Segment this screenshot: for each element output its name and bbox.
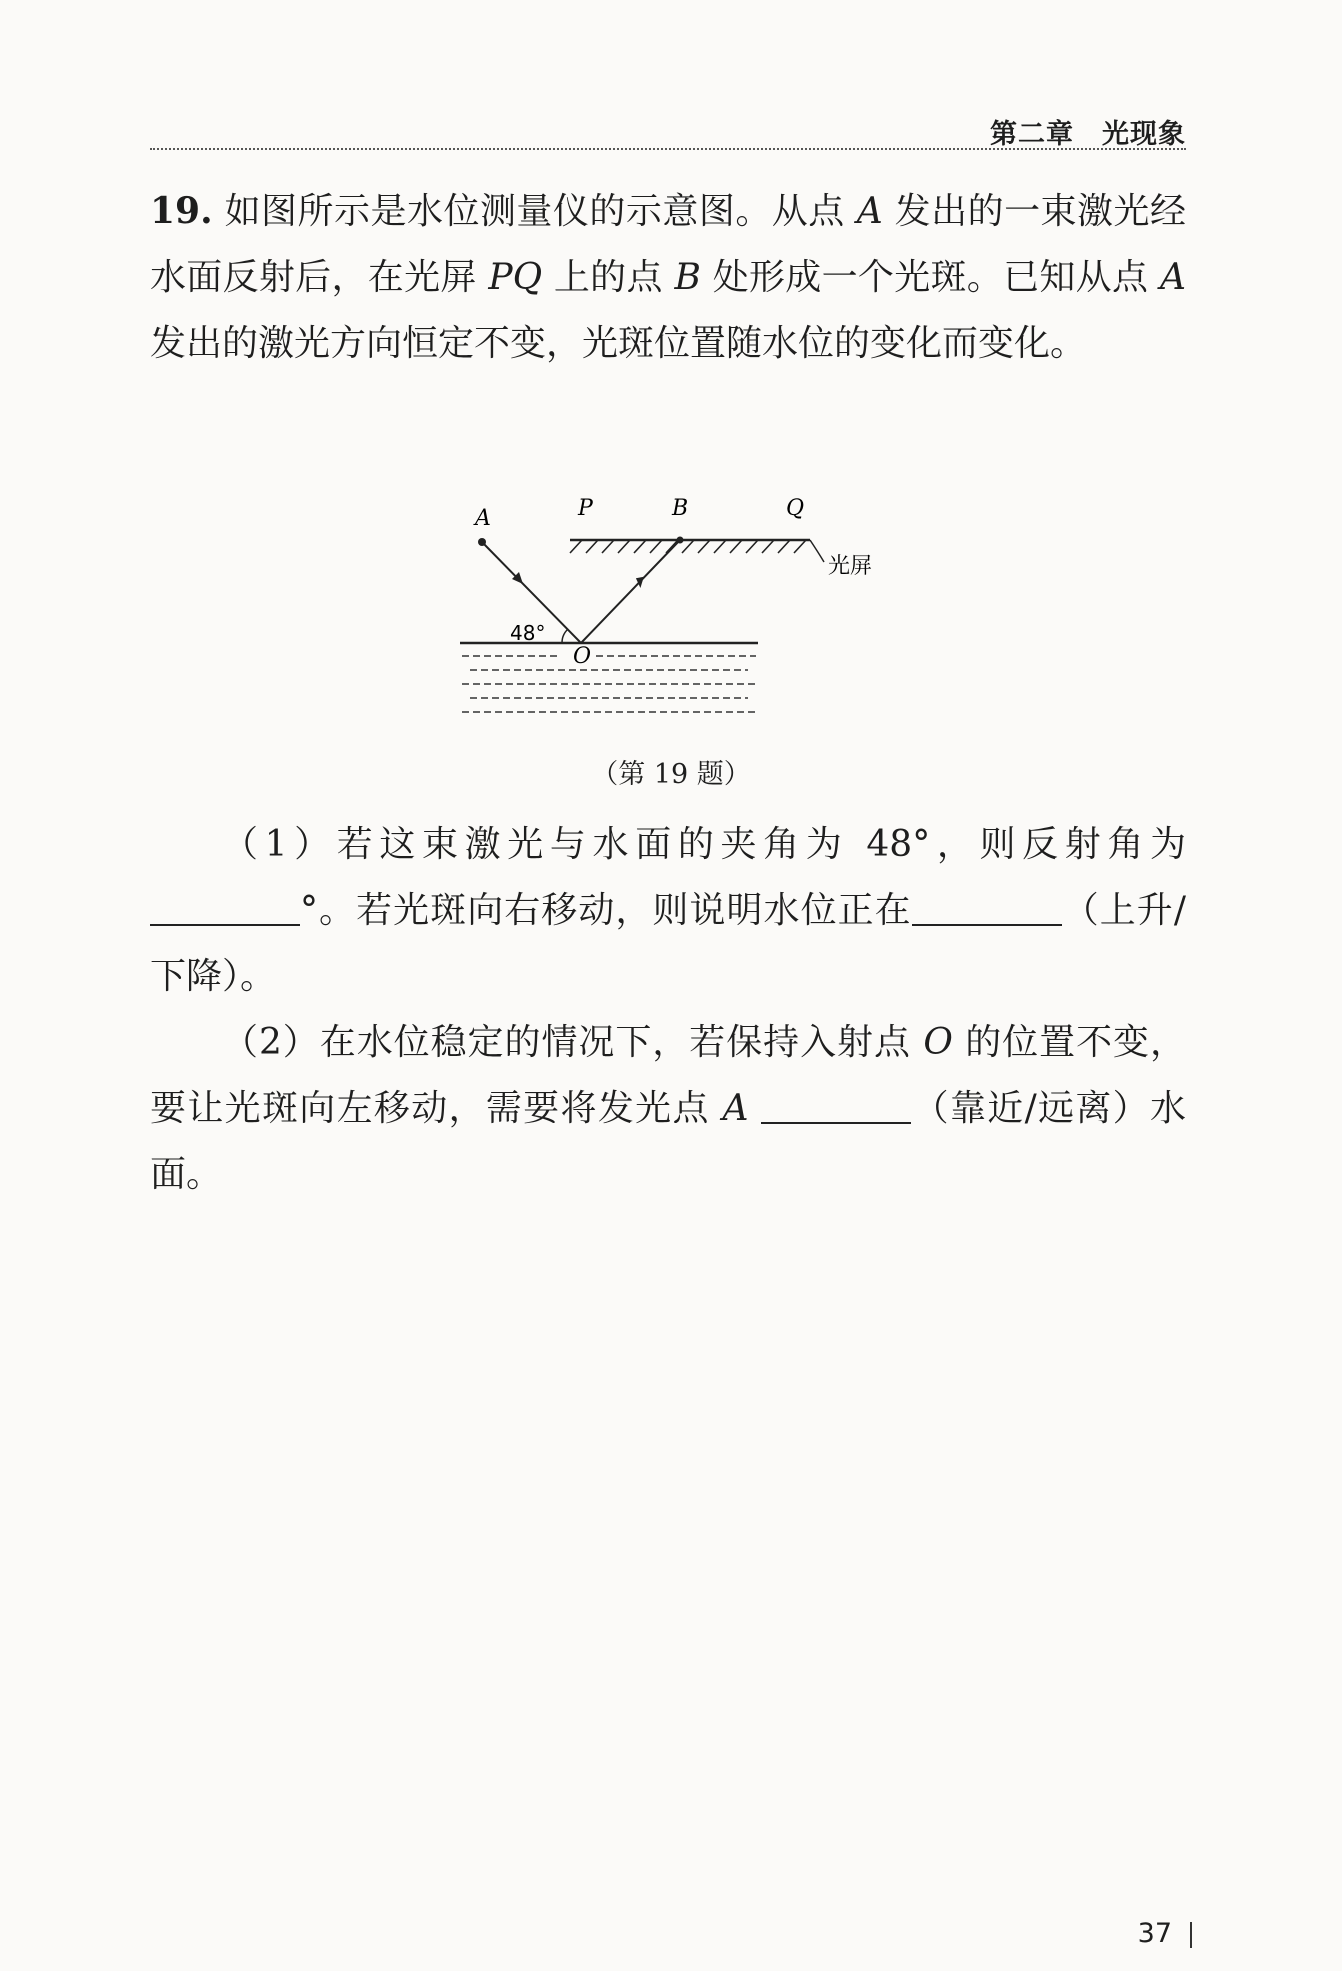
stem-text-4: 处形成一个光斑。已知从点 — [700, 257, 1160, 298]
answer-blank-1[interactable] — [150, 890, 300, 926]
part2-text-c: （靠近/远离）水面。 — [150, 1088, 1186, 1195]
figure-caption: （第 19 题） — [591, 759, 751, 790]
screen-label: 光屏 — [828, 554, 873, 579]
reflected-ray — [581, 540, 680, 643]
part2-text-b: 的位置不变，要让光斑向左移动，需要将发光点 — [150, 1022, 1186, 1129]
page-number: 37 — [1137, 1918, 1172, 1949]
question-stem — [150, 178, 1186, 377]
var-A-3: A — [722, 1088, 749, 1129]
part1-text-b: °。若光斑向右移动，则说明水位正在 — [300, 890, 912, 931]
part1-text-c: （上升/下降）。 — [150, 890, 1186, 997]
angle-arc — [562, 629, 568, 643]
label-Q: Q — [786, 496, 805, 521]
answer-blank-3[interactable] — [761, 1088, 911, 1124]
section-label: 光现象 — [1102, 119, 1186, 150]
label-B: B — [672, 496, 689, 521]
var-A-2: A — [1160, 257, 1186, 298]
page-number-bar — [1190, 1922, 1192, 1948]
stem-text-5: 发出的激光方向恒定不变，光斑位置随水位的变化而变化。 — [150, 323, 1087, 364]
label-P: P — [578, 496, 593, 521]
chapter-label: 第二章 — [990, 119, 1074, 150]
label-O: O — [573, 644, 592, 669]
chapter-title — [990, 112, 1186, 151]
var-B: B — [674, 257, 701, 298]
screen-hatching — [570, 540, 806, 553]
part2-text-a: （2）在水位稳定的情况下，若保持入射点 — [222, 1022, 924, 1063]
water-dashes — [462, 656, 756, 712]
reflected-arrow — [636, 577, 645, 588]
question-part-2 — [150, 1010, 1186, 1208]
answer-blank-2[interactable] — [912, 890, 1062, 926]
question-number: 19. — [150, 190, 213, 232]
label-A: A — [475, 506, 491, 531]
part1-text-a: （1）若这束激光与水面的夹角为 48°，则反射角为 — [222, 824, 1186, 865]
var-A: A — [856, 191, 883, 232]
header-divider — [150, 148, 1186, 150]
var-PQ: PQ — [488, 257, 543, 298]
page-header — [150, 108, 1186, 148]
var-O: O — [923, 1022, 953, 1063]
water-level-diagram — [440, 480, 900, 750]
question-part-1 — [150, 812, 1186, 1010]
angle-label: 48° — [510, 621, 546, 645]
stem-text-3: 上的点 — [542, 257, 675, 298]
stem-text-1: 如图所示是水位测量仪的示意图。从点 — [224, 191, 857, 232]
screen-leader — [810, 540, 824, 562]
stem-text-2: 发出的一束激光经水面反射后，在光屏 — [150, 191, 1186, 298]
